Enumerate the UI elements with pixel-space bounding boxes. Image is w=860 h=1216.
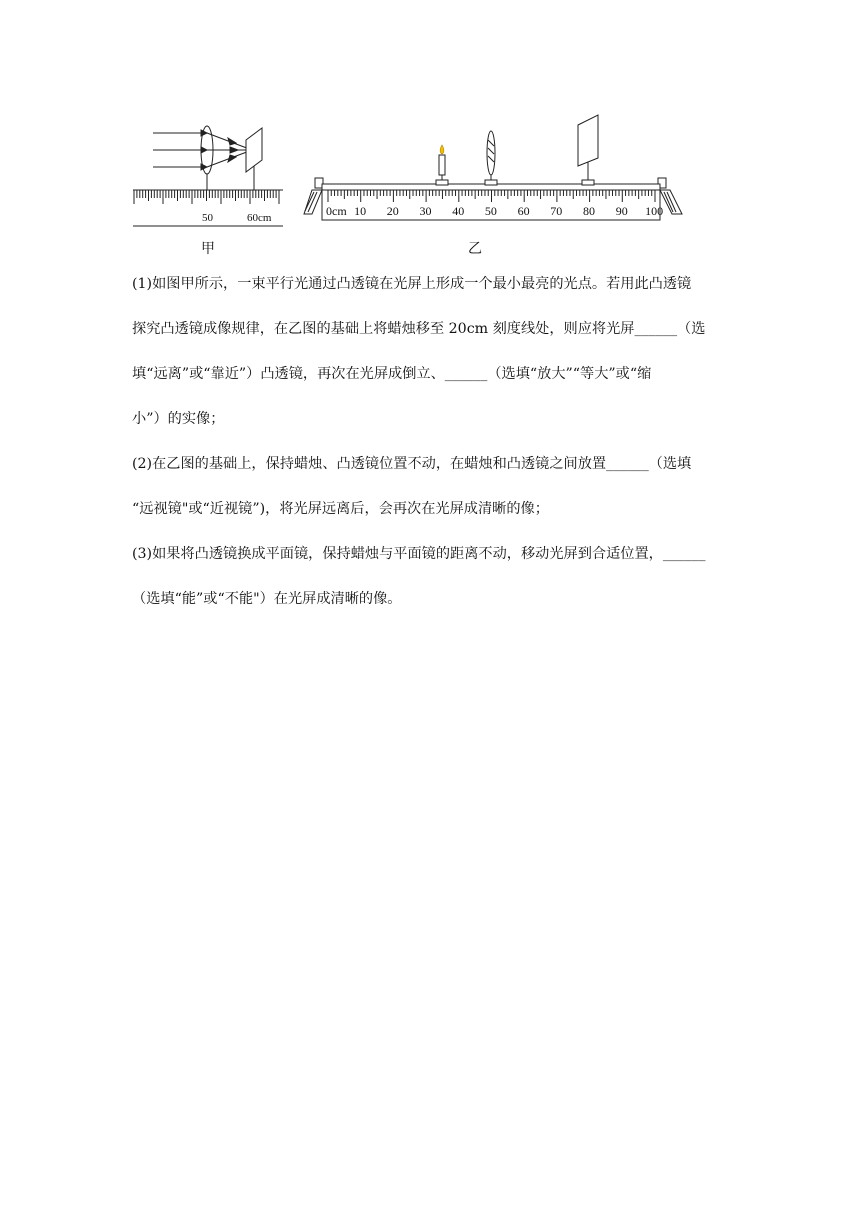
tick-label-60cm: 60cm	[247, 212, 272, 224]
ruler-jia	[133, 190, 283, 204]
question-1-line-3: 填“远离”或“靠近”）凸透镜，再次在光屏成倒立、______（选填“放大”“等大”或“缩	[132, 366, 652, 382]
ruler-yi-label: 80	[583, 204, 595, 218]
ruler-yi-label: 70	[550, 204, 563, 218]
ruler-yi-label: 30	[419, 204, 432, 218]
question-3-line-1: (3)如果将凸透镜换成平面镜，保持蜡烛与平面镜的距离不动，移动光屏到合适位置，______	[132, 546, 706, 562]
ruler-yi-label: 60	[517, 204, 530, 218]
tick-label-50: 50	[202, 212, 213, 224]
bench-left-support	[304, 178, 323, 214]
question-1-line-1: (1)如图甲所示，一束平行光通过凸透镜在光屏上形成一个最小最亮的光点。若用此凸透镜	[132, 276, 692, 292]
figure-yi-caption: 乙	[468, 241, 482, 257]
ruler-yi-label: 50	[484, 204, 497, 218]
optics-figure	[0, 0, 860, 270]
ruler-yi-label: 20	[386, 204, 399, 218]
question-3-line-2: （选填“能”或“不能"）在光屏成清晰的像。	[132, 591, 402, 607]
ruler-yi-label: 40	[452, 204, 465, 218]
ruler-yi-label: 90	[615, 204, 628, 218]
ruler-yi-label: 0cm	[326, 204, 347, 218]
screen-jia	[246, 128, 262, 172]
question-1-line-2: 探究凸透镜成像规律，在乙图的基础上将蜡烛移至 20cm 刻度线处，则应将光屏______（选	[132, 321, 706, 337]
convex-lens-yi	[485, 131, 497, 185]
figure-jia-caption: 甲	[201, 241, 215, 257]
ruler-yi-label: 100	[645, 204, 664, 218]
light-screen	[578, 115, 598, 185]
question-1-line-4: 小”）的实像；	[132, 411, 225, 427]
question-2-line-1: (2)在乙图的基础上，保持蜡烛、凸透镜位置不动，在蜡烛和凸透镜之间放置______（选填	[132, 456, 692, 472]
figure-area	[0, 0, 860, 270]
figure-jia	[133, 126, 283, 226]
question-2-line-2: “远视镜"或“近视镜”)，将光屏远离后，会再次在光屏成清晰的像；	[132, 501, 549, 517]
candle	[436, 145, 448, 185]
ruler-yi-label: 10	[354, 204, 367, 218]
question-text	[132, 268, 732, 628]
